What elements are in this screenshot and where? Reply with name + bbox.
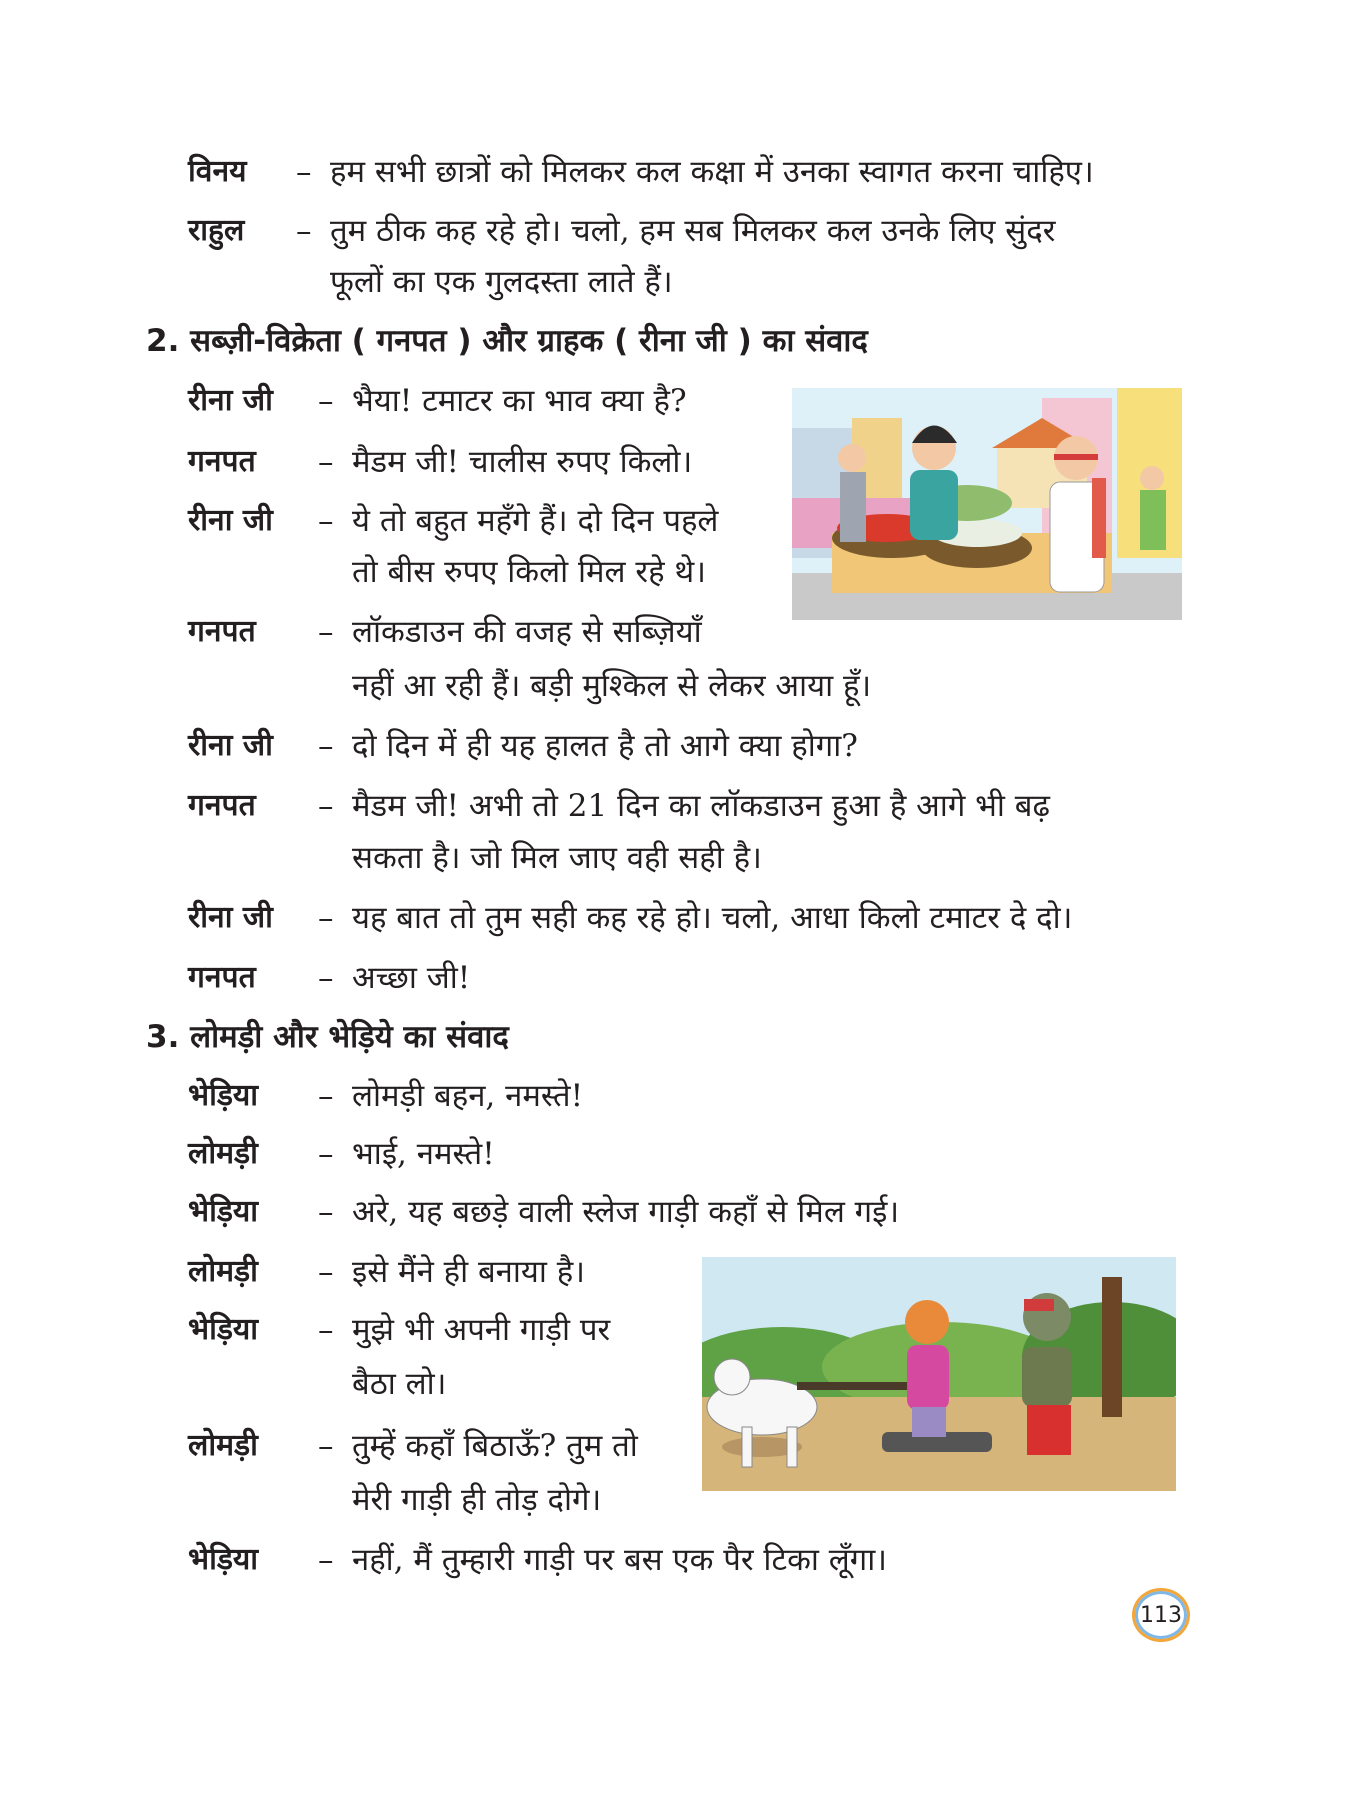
dialogue-text-cont: नहीं आ रही हैं। बड़ी मुश्किल से लेकर आया हूँ।	[352, 668, 872, 704]
dialogue-text: तुम ठीक कह रहे हो। चलो, हम सब मिलकर कल उनके लिए सुंदर	[330, 213, 1056, 249]
fox-wolf-sledge-illustration	[702, 1257, 1176, 1491]
speaker-name: भेड़िया	[188, 1312, 259, 1347]
speaker-name: रीना जी	[188, 503, 273, 538]
speaker-name: गनपत	[188, 960, 256, 995]
dialogue-text: मैडम जी! चालीस रुपए किलो।	[352, 444, 693, 480]
dash: –	[318, 1194, 334, 1230]
dialogue-text-cont: मेरी गाड़ी ही तोड़ दोगे।	[352, 1482, 602, 1518]
speaker-name: राहुल	[188, 213, 245, 248]
dash: –	[318, 960, 334, 996]
speaker-name: विनय	[188, 154, 247, 189]
dialogue-text: लोमड़ी बहन, नमस्ते!	[352, 1078, 584, 1114]
dialogue-text: लॉकडाउन की वजह से सब्ज़ियाँ	[352, 614, 702, 650]
speaker-name: भेड़िया	[188, 1194, 259, 1229]
section-heading: 2. सब्ज़ी-विक्रेता ( गनपत ) और ग्राहक ( रीना जी ) का संवाद	[146, 323, 868, 359]
dash: –	[318, 503, 334, 539]
speaker-name: रीना जी	[188, 900, 273, 935]
dash: –	[318, 1542, 334, 1578]
speaker-name: रीना जी	[188, 728, 273, 763]
speaker-name: गनपत	[188, 444, 256, 479]
dialogue-text: अच्छा जी!	[352, 960, 471, 996]
dialogue-text-cont: तो बीस रुपए किलो मिल रहे थे।	[352, 554, 706, 590]
dialogue-text: दो दिन में ही यह हालत है तो आगे क्या होगा?	[352, 728, 858, 764]
dialogue-text: इसे मैंने ही बनाया है।	[352, 1254, 585, 1290]
dash: –	[318, 1428, 334, 1464]
dash: –	[318, 900, 334, 936]
dash: –	[318, 728, 334, 764]
dialogue-text: अरे, यह बछड़े वाली स्लेज गाड़ी कहाँ से मिल गई।	[352, 1194, 900, 1230]
dialogue-text-cont: बैठा लो।	[352, 1366, 447, 1402]
dialogue-text: ये तो बहुत महँगे हैं। दो दिन पहले	[352, 503, 719, 539]
speaker-name: रीना जी	[188, 383, 273, 418]
dialogue-text: भैया! टमाटर का भाव क्या है?	[352, 383, 687, 419]
speaker-name: लोमड़ी	[188, 1254, 258, 1289]
speaker-name: भेड़िया	[188, 1542, 259, 1577]
dialogue-text-cont: सकता है। जो मिल जाए वही सही है।	[352, 840, 762, 876]
dash: –	[318, 788, 334, 824]
dialogue-text: तुम्हें कहाँ बिठाऊँ? तुम तो	[352, 1428, 638, 1464]
dialogue-text: हम सभी छात्रों को मिलकर कल कक्षा में उनका स्वागत करना चाहिए।	[330, 154, 1094, 190]
dash: –	[296, 154, 312, 190]
vegetable-market-illustration	[792, 388, 1182, 620]
dash: –	[318, 1254, 334, 1290]
dialogue-text: यह बात तो तुम सही कह रहे हो। चलो, आधा किलो टमाटर दे दो।	[352, 900, 1073, 936]
dialogue-text: नहीं, मैं तुम्हारी गाड़ी पर बस एक पैर टिका लूँगा।	[352, 1542, 888, 1578]
dialogue-text-cont: फूलों का एक गुलदस्ता लाते हैं।	[330, 264, 673, 300]
dash: –	[318, 1136, 334, 1172]
speaker-name: गनपत	[188, 614, 256, 649]
dash: –	[318, 614, 334, 650]
dash: –	[318, 444, 334, 480]
page-number: 113	[1132, 1588, 1190, 1642]
dialogue-text: भाई, नमस्ते!	[352, 1136, 495, 1172]
speaker-name: लोमड़ी	[188, 1428, 258, 1463]
dash: –	[296, 213, 312, 249]
dash: –	[318, 1312, 334, 1348]
section-heading: 3. लोमड़ी और भेड़िये का संवाद	[146, 1019, 509, 1055]
dialogue-text: मुझे भी अपनी गाड़ी पर	[352, 1312, 611, 1348]
speaker-name: गनपत	[188, 788, 256, 823]
dash: –	[318, 1078, 334, 1114]
dash: –	[318, 383, 334, 419]
speaker-name: लोमड़ी	[188, 1136, 258, 1171]
dialogue-text: मैडम जी! अभी तो 21 दिन का लॉकडाउन हुआ है आगे भी बढ़	[352, 788, 1050, 824]
speaker-name: भेड़िया	[188, 1078, 259, 1113]
